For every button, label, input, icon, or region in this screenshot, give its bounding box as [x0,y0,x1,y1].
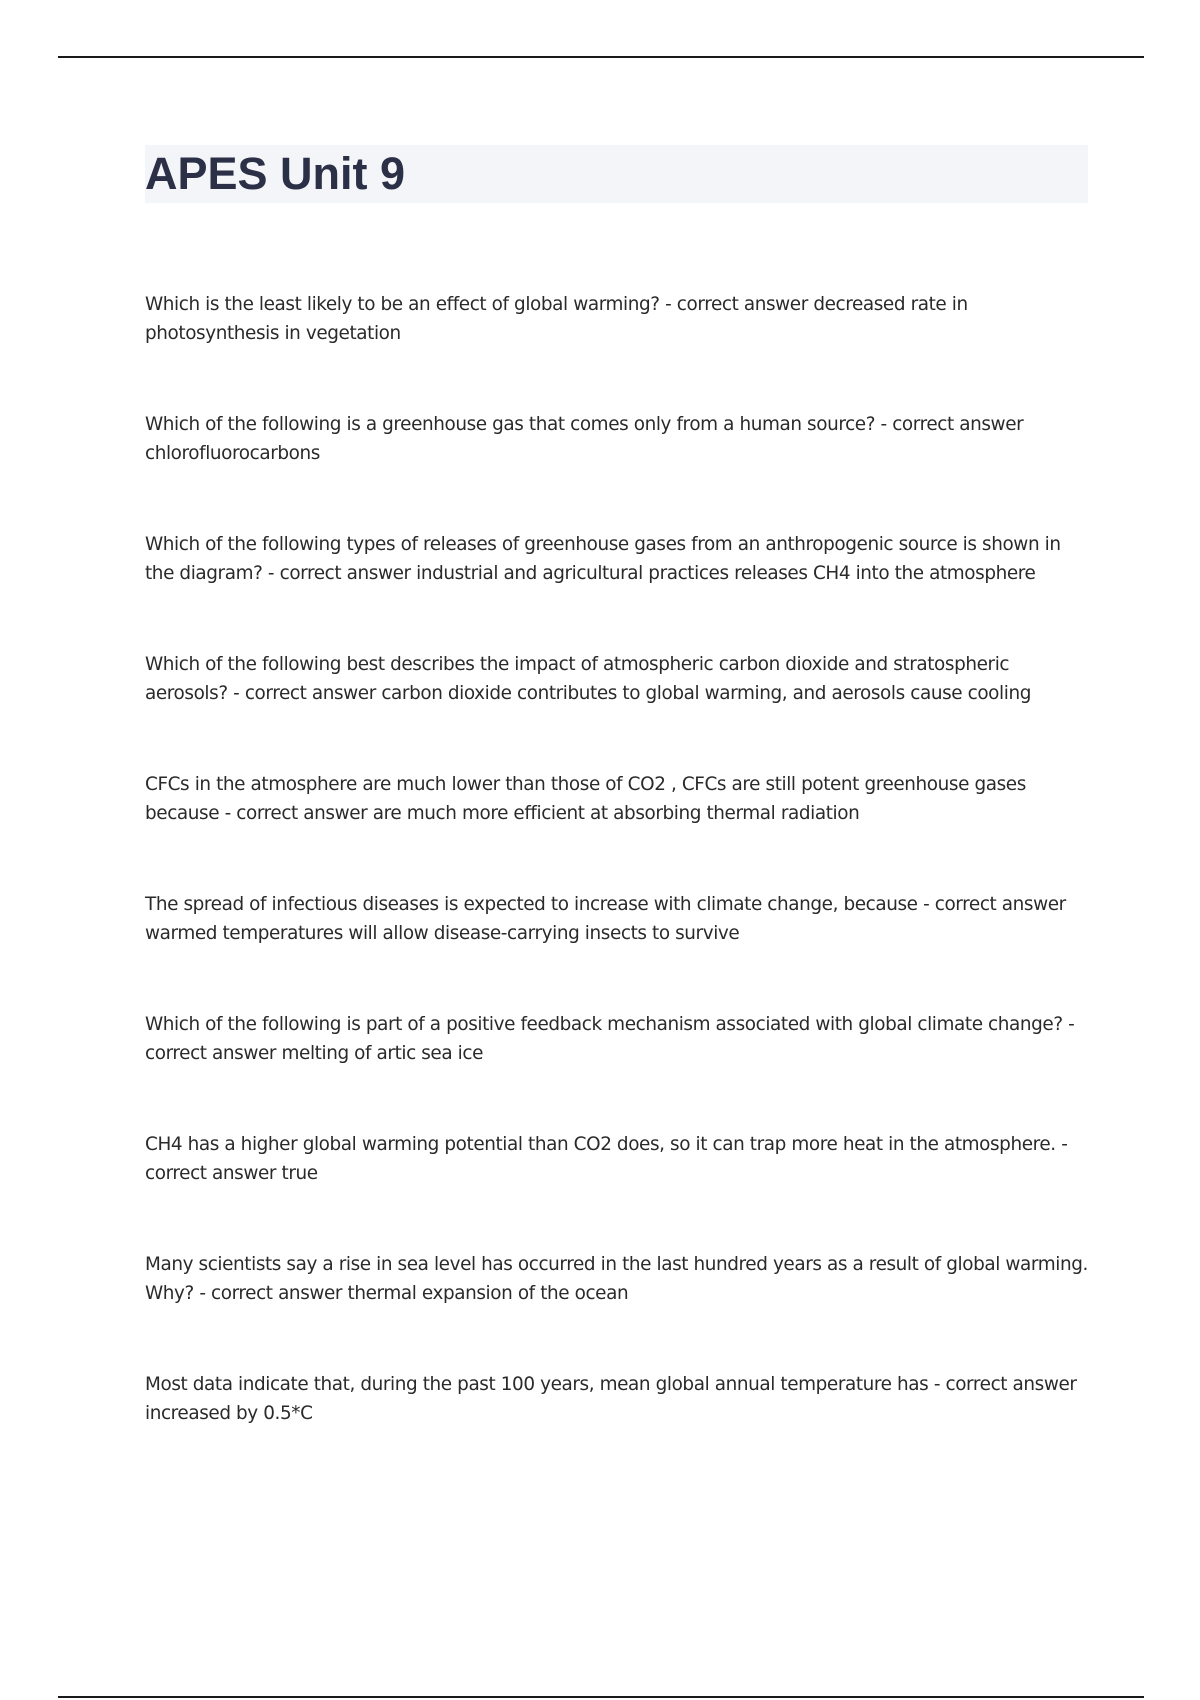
top-rule [58,56,1144,58]
qa-item [145,1010,1090,1130]
answer-text: industrial and agricultural practices releases CH4 into the atmosphere [416,563,1036,584]
answer-text: decreased rate in photosynthesis in vegetation [145,294,968,344]
qa-item [145,770,1090,890]
answer-text: increased by 0.5*C [145,1403,313,1424]
answer-text: melting of artic sea ice [281,1043,483,1064]
answer-separator: - correct answer [145,1134,1068,1184]
qa-item [145,290,1090,410]
answer-text: are much more efficient at absorbing thermal radiation [372,803,860,824]
question-text: Which is the least likely to be an effect of global warming? [145,294,660,315]
question-text: Which of the following best describes the impact of atmospheric carbon dioxide and stratospheric aerosols? [145,654,1010,704]
qa-item [145,1370,1090,1490]
question-text: CFCs in the atmosphere are much lower than those of CO2 , CFCs are still potent greenhouse gases because [145,774,1026,824]
answer-separator: - correct answer [224,803,368,824]
qa-item [145,530,1090,650]
document-title: APES Unit 9 [145,148,406,199]
answer-separator: - correct answer [267,563,411,584]
bottom-rule [58,1696,1144,1698]
question-text: Which of the following types of releases of greenhouse gases from an anthropogenic source is shown in the diagram? [145,534,1061,584]
qa-item [145,1130,1090,1250]
qa-item [145,650,1090,770]
answer-text: warmed temperatures will allow disease-carrying insects to survive [145,923,740,944]
question-text: Which of the following is part of a positive feedback mechanism associated with global climate change? [145,1014,1063,1035]
question-text: Most data indicate that, during the past 100 years, mean global annual temperature has [145,1374,929,1395]
qa-item [145,410,1090,530]
question-text: Which of the following is a greenhouse gas that comes only from a human source? [145,414,876,435]
answer-text: carbon dioxide contributes to global warming, and aerosols cause cooling [381,683,1031,704]
answer-separator: - correct answer [665,294,808,315]
answer-separator: - correct answer [233,683,376,704]
answer-text: chlorofluorocarbons [145,443,320,464]
question-text: CH4 has a higher global warming potential than CO2 does, so it can trap more heat in the atmosphere. [145,1134,1056,1155]
answer-separator: - correct answer [145,1014,1075,1064]
question-text: The spread of infectious diseases is expected to increase with climate change, because [145,894,918,915]
answer-text: true [281,1163,318,1184]
qa-item [145,890,1090,1010]
answer-separator: - correct answer [880,414,1024,435]
answer-separator: - correct answer [199,1283,343,1304]
qa-list [145,290,1090,1490]
answer-separator: - correct answer [933,1374,1077,1395]
answer-text: thermal expansion of the ocean [347,1283,629,1304]
answer-separator: - correct answer [923,894,1066,915]
qa-item [145,1250,1090,1370]
question-text: Many scientists say a rise in sea level has occurred in the last hundred years as a result of global warming. Why? [145,1254,1088,1304]
